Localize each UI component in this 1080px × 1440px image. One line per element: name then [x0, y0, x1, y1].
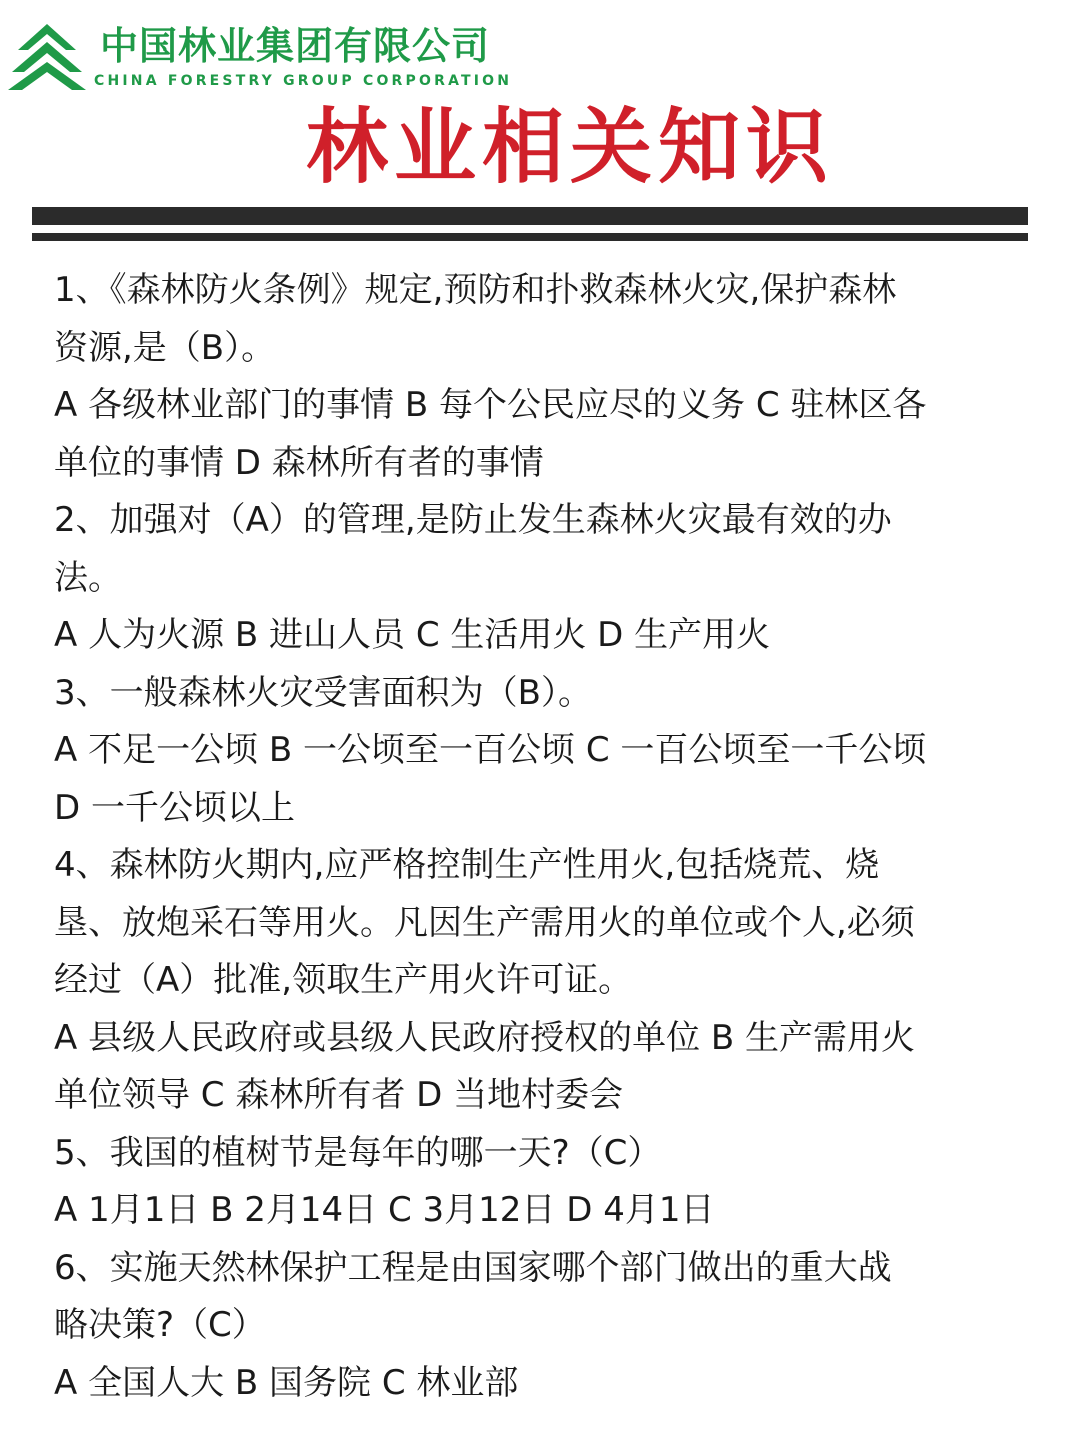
question-text: 4、森林防火期内,应严格控制生产性用火,包括烧荒、烧 [54, 845, 880, 885]
quiz-item [54, 262, 1034, 492]
question-text: 1、《森林防火条例》规定,预防和扑救森林火灾,保护森林 [54, 270, 897, 310]
answer-options: A 人为火源 B 进山人员 C 生活用火 D 生产用火 [54, 615, 771, 655]
header [0, 0, 1080, 100]
quiz-item [54, 1240, 1034, 1413]
question-text: 法。 [54, 557, 122, 598]
answer-options: A 1月1日 B 2月14日 C 3月12日 D 4月1日 [54, 1190, 715, 1230]
answer-options: A 各级林业部门的事情 B 每个公民应尽的义务 C 驻林区各 [54, 385, 927, 425]
company-name-cn: 中国林业集团有限公司 [100, 24, 491, 68]
answer-options: A 全国人大 B 国务院 C 林业部 [54, 1362, 519, 1403]
divider-thin [32, 233, 1028, 241]
answer-options: 单位领导 C 森林所有者 D 当地村委会 [54, 1075, 624, 1115]
quiz-item [54, 837, 1034, 1125]
question-text: 经过（A）批准,领取生产用火许可证。 [54, 960, 633, 1000]
answer-options: A 县级人民政府或县级人民政府授权的单位 B 生产需用火 [54, 1017, 916, 1058]
question-text: 垦、放炮采石等用火。凡因生产需用火的单位或个人,必须 [54, 902, 915, 943]
quiz-item [54, 492, 1034, 665]
question-text: 2、加强对（A）的管理,是防止发生森林火灾最有效的办 [54, 500, 892, 540]
answer-options: A 不足一公顷 B 一公顷至一百公顷 C 一百公顷至一千公顷 [54, 730, 927, 770]
question-text: 5、我国的植树节是每年的哪一天?（C） [54, 1132, 662, 1173]
question-text: 6、实施天然林保护工程是由国家哪个部门做出的重大战 [54, 1247, 892, 1288]
page-title: 林业相关知识 [305, 100, 834, 195]
question-text: 3、一般森林火灾受害面积为（B）。 [54, 672, 592, 713]
answer-options: 单位的事情 D 森林所有者的事情 [54, 442, 544, 483]
divider-thick [32, 207, 1028, 225]
company-name-en: CHINA FORESTRY GROUP CORPORATION [94, 73, 513, 89]
quiz-item [54, 1125, 1034, 1240]
pine-tree-logo-icon [8, 22, 86, 92]
question-text: 略决策?（C） [54, 1305, 266, 1345]
answer-options: D 一千公顷以上 [54, 787, 295, 828]
quiz-content [54, 262, 1034, 1412]
quiz-item [54, 665, 1034, 838]
question-text: 资源,是（B）。 [54, 327, 276, 368]
